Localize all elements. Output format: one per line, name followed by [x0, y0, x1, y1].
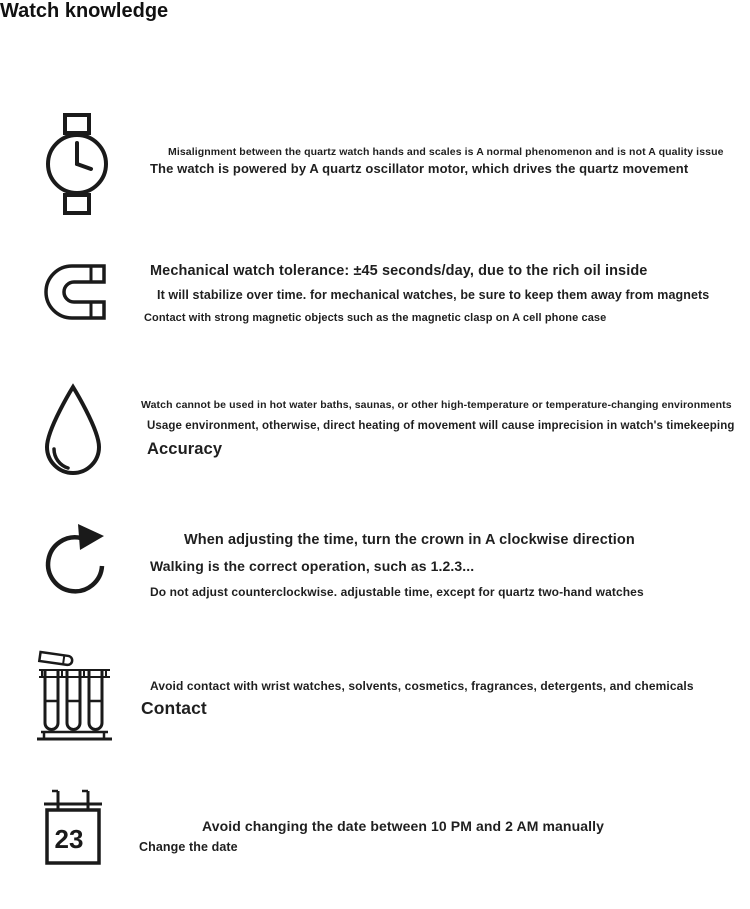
page-title: Watch knowledge — [0, 0, 169, 22]
text-line: Avoid contact with wrist watches, solvents, cosmetics, fragrances, detergents, and chemicals — [150, 679, 694, 693]
text-line: Watch cannot be used in hot water baths, saunas, or other high-temperature or temperature-changing environments — [141, 399, 732, 411]
text-line: The watch is powered by A quartz oscillator motor, which drives the quartz movement — [150, 161, 689, 176]
text-line: Do not adjust counterclockwise. adjustable time, except for quartz two-hand watches — [150, 585, 644, 599]
section-heading: Contact — [141, 698, 207, 718]
text-line: Usage environment, otherwise, direct heating of movement will cause imprecision in watch's timekeeping — [147, 420, 735, 432]
watch-icon — [44, 112, 110, 216]
calendar-day-number: 23 — [54, 824, 84, 854]
text-line: Walking is the correct operation, such as 1.2.3... — [150, 558, 475, 574]
section-heading: Accuracy — [147, 440, 223, 458]
clockwise-arrow-icon — [42, 520, 108, 602]
text-line: It will stabilize over time. for mechanical watches, be sure to keep them away from magnets — [157, 288, 710, 302]
water-drop-icon — [40, 383, 106, 480]
text-line: Avoid changing the date between 10 PM and 2 AM manually — [202, 818, 604, 834]
calendar-icon — [42, 788, 104, 868]
text-line: Misalignment between the quartz watch hands and scales is A normal phenomenon and is not A quality issue — [168, 146, 724, 158]
text-line: Change the date — [139, 840, 238, 854]
magnet-icon — [44, 262, 106, 322]
text-line: Contact with strong magnetic objects such as the magnetic clasp on A cell phone case — [144, 312, 607, 324]
text-line: Mechanical watch tolerance: ±45 seconds/day, due to the rich oil inside — [150, 263, 648, 279]
text-line: When adjusting the time, turn the crown in A clockwise direction — [184, 532, 635, 548]
chemicals-test-tubes-icon — [36, 643, 114, 745]
